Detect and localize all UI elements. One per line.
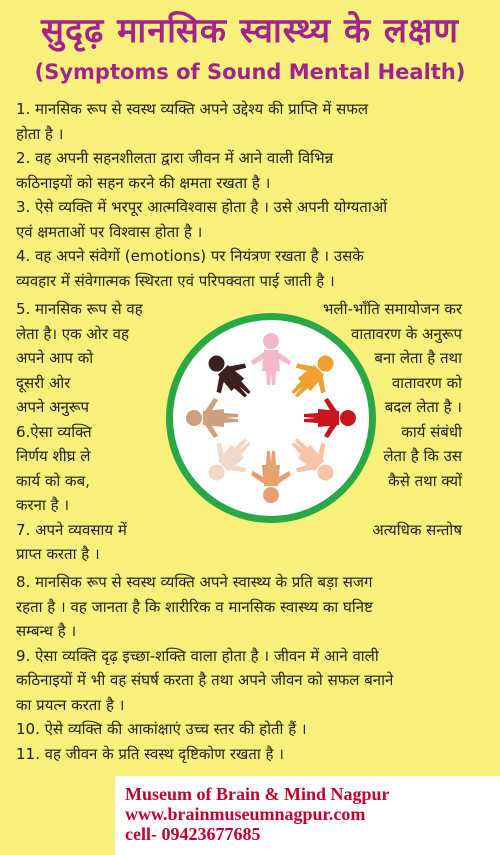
- people-figures: [173, 320, 369, 516]
- person-figure-icon: [186, 398, 238, 438]
- text-line: 2. वह अपनी सहनशीलता द्वारा जीवन में आने वाली विभिन्न: [16, 149, 334, 167]
- person-figure-icon: [280, 427, 345, 492]
- text-line: प्राप्त करता है ।: [16, 545, 100, 563]
- text-line: एवं क्षमताओं पर विश्वास होता है ।: [16, 222, 203, 241]
- page-title-english: (Symptoms of Sound Mental Health): [34, 60, 466, 84]
- text-line: अत्यधिक सन्तोष: [372, 520, 462, 539]
- text-line: 9. ऐसा व्यक्ति दृढ़ इच्छा-शक्ति वाला होता है । जीवन में आने वाली: [16, 646, 379, 665]
- text-line: वातावरण के अनुरूप: [351, 324, 462, 343]
- text-line: वातावरण को: [391, 373, 462, 392]
- text-line: लेता है कि उस: [383, 447, 462, 465]
- text-line: 10. ऐसे व्यक्ति की आकांक्षाएं उच्च स्तर की होती हैं ।: [16, 720, 307, 738]
- person-figure-icon: [197, 344, 262, 409]
- text-line: 7. अपने व्यवसाय में: [16, 520, 127, 539]
- text-line: रहता है । वह जानता है कि शारीरिक व मानसिक स्वास्थ्य का घनिष्ट: [16, 597, 373, 616]
- text-line: कठिनाइयों में भी वह संघर्ष करता है तथा अपने जीवन को सफल बनाने: [16, 671, 394, 689]
- text-line: अपने अनुरूप: [16, 398, 90, 416]
- text-line: बना लेता है तथा: [374, 349, 462, 367]
- people-circle-illustration: [166, 313, 376, 523]
- footer-box: [115, 776, 500, 855]
- text-line: 8. मानसिक रूप से स्वस्थ व्यक्ति अपने स्वास्थ्य के प्रति बड़ा सजग: [16, 573, 373, 591]
- text-line: निर्णय शीघ्र ले: [16, 447, 91, 465]
- person-figure-icon: [251, 333, 291, 385]
- person-figure-icon: [197, 427, 262, 492]
- text-line: बदल लेता है ।: [384, 398, 462, 416]
- footer-phone: cell- 09423677685: [125, 824, 261, 844]
- text-line: 6.ऐसा व्यक्ति: [16, 422, 92, 441]
- text-line: भली-भाँति समायोजन कर: [322, 300, 462, 318]
- text-line: का प्रयत्न करता है ।: [16, 695, 125, 714]
- text-line: सम्बन्ध है ।: [16, 622, 77, 640]
- text-line: 1. मानसिक रूप से स्वस्थ व्यक्ति अपने उद्देश्य की प्राप्ति में सफल: [16, 100, 368, 118]
- text-line: कैसे तथा क्यों: [388, 471, 462, 490]
- footer-website: www.brainmuseumnagpur.com: [125, 804, 366, 824]
- text-line: कार्य संबंधी: [401, 422, 462, 441]
- text-line: करना है ।: [16, 496, 70, 514]
- text-line: व्यवहार में संवेगात्मक स्थिरता एवं परिपक्वता पाई जाती है ।: [16, 271, 335, 290]
- person-figure-icon: [304, 398, 356, 438]
- text-line: अपने आप को: [16, 349, 94, 367]
- text-line: कार्य को कब,: [16, 471, 90, 490]
- text-line: लेता है। एक ओर वह: [16, 324, 129, 343]
- text-line: 4. वह अपने संवेगों (emotions) पर नियंत्रण रखता है । उसके: [16, 247, 364, 265]
- person-figure-icon: [280, 344, 345, 409]
- text-line: 5. मानसिक रूप से वह: [16, 300, 143, 318]
- text-line: दूसरी ओर: [16, 373, 71, 392]
- text-line: 11. वह जीवन के प्रति स्वस्थ दृष्टिकोण रखता है ।: [16, 744, 284, 763]
- text-line: 3. ऐसे व्यक्ति में भरपूर आत्मविश्वास होता है । उसे अपनी योग्यताओं: [16, 198, 388, 216]
- page-title-hindi: सुदृढ़ मानसिक स्वास्थ्य के लक्षण: [41, 11, 459, 51]
- footer-museum-name: Museum of Brain & Mind Nagpur: [125, 784, 390, 804]
- text-line: कठिनाइयों को सहन करने की क्षमता रखता है ।: [16, 173, 271, 192]
- person-figure-icon: [251, 451, 291, 503]
- text-line: होता है ।: [16, 124, 64, 143]
